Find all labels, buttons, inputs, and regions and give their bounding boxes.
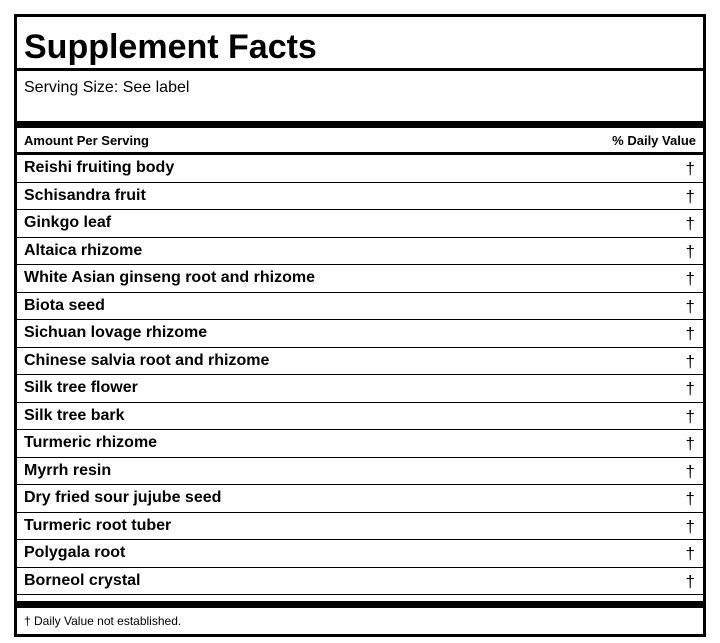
serving-divider — [17, 121, 703, 128]
ingredient-row — [17, 293, 703, 321]
ingredient-name: White Asian ginseng root and rhizome — [24, 269, 315, 286]
ingredient-daily-value: † — [685, 351, 695, 371]
ingredient-daily-value: † — [685, 406, 695, 426]
ingredient-row — [17, 183, 703, 211]
ingredient-daily-value: † — [685, 214, 695, 233]
supplement-facts-panel — [14, 14, 706, 637]
serving-size: Serving Size: See label — [24, 79, 190, 96]
ingredient-name: Chinese salvia root and rhizome — [24, 351, 270, 369]
ingredient-name: Ginkgo leaf — [24, 214, 112, 231]
ingredient-row — [17, 540, 703, 568]
panel-title: Supplement Facts — [24, 28, 317, 66]
ingredient-daily-value: † — [685, 489, 695, 508]
ingredient-daily-value: † — [685, 324, 695, 343]
ingredient-daily-value: † — [685, 241, 695, 261]
ingredient-row — [17, 348, 703, 376]
ingredient-daily-value: † — [685, 186, 695, 206]
daily-value-header: % Daily Value — [612, 133, 696, 148]
ingredient-row — [17, 430, 703, 458]
ingredient-row — [17, 155, 703, 183]
footer-divider — [17, 601, 703, 608]
ingredient-name: Dry fried sour jujube seed — [24, 489, 222, 506]
ingredient-row — [17, 265, 703, 293]
ingredient-daily-value: † — [685, 544, 695, 563]
ingredient-row — [17, 320, 703, 348]
ingredient-daily-value: † — [685, 461, 695, 481]
ingredient-name: Reishi fruiting body — [24, 159, 175, 176]
title-divider — [17, 68, 703, 71]
ingredient-name: Schisandra fruit — [24, 186, 146, 204]
ingredient-name: Biota seed — [24, 296, 105, 314]
ingredient-name: Turmeric root tuber — [24, 516, 172, 534]
ingredient-daily-value: † — [685, 269, 695, 288]
ingredient-daily-value: † — [685, 159, 695, 178]
ingredient-name: Silk tree flower — [24, 379, 138, 396]
ingredient-list — [17, 155, 703, 595]
ingredient-name: Turmeric rhizome — [24, 434, 158, 451]
ingredient-daily-value: † — [685, 296, 695, 316]
ingredient-daily-value: † — [685, 434, 695, 453]
column-header-row — [17, 129, 703, 153]
ingredient-name: Silk tree bark — [24, 406, 125, 424]
ingredient-name: Polygala root — [24, 544, 126, 561]
ingredient-row — [17, 375, 703, 403]
ingredient-name: Myrrh resin — [24, 461, 112, 479]
ingredient-name: Sichuan lovage rhizome — [24, 324, 208, 341]
ingredient-row — [17, 458, 703, 486]
ingredient-row — [17, 485, 703, 513]
ingredient-row — [17, 238, 703, 266]
footnote: † Daily Value not established. — [24, 614, 182, 628]
ingredient-daily-value: † — [685, 379, 695, 398]
ingredient-name: Borneol crystal — [24, 571, 141, 589]
ingredient-row — [17, 210, 703, 238]
ingredient-row — [17, 403, 703, 431]
ingredient-daily-value: † — [685, 516, 695, 536]
ingredient-daily-value: † — [685, 571, 695, 591]
ingredient-row — [17, 513, 703, 541]
ingredient-row — [17, 568, 703, 596]
ingredient-name: Altaica rhizome — [24, 241, 143, 259]
amount-per-serving-header: Amount Per Serving — [24, 133, 149, 148]
